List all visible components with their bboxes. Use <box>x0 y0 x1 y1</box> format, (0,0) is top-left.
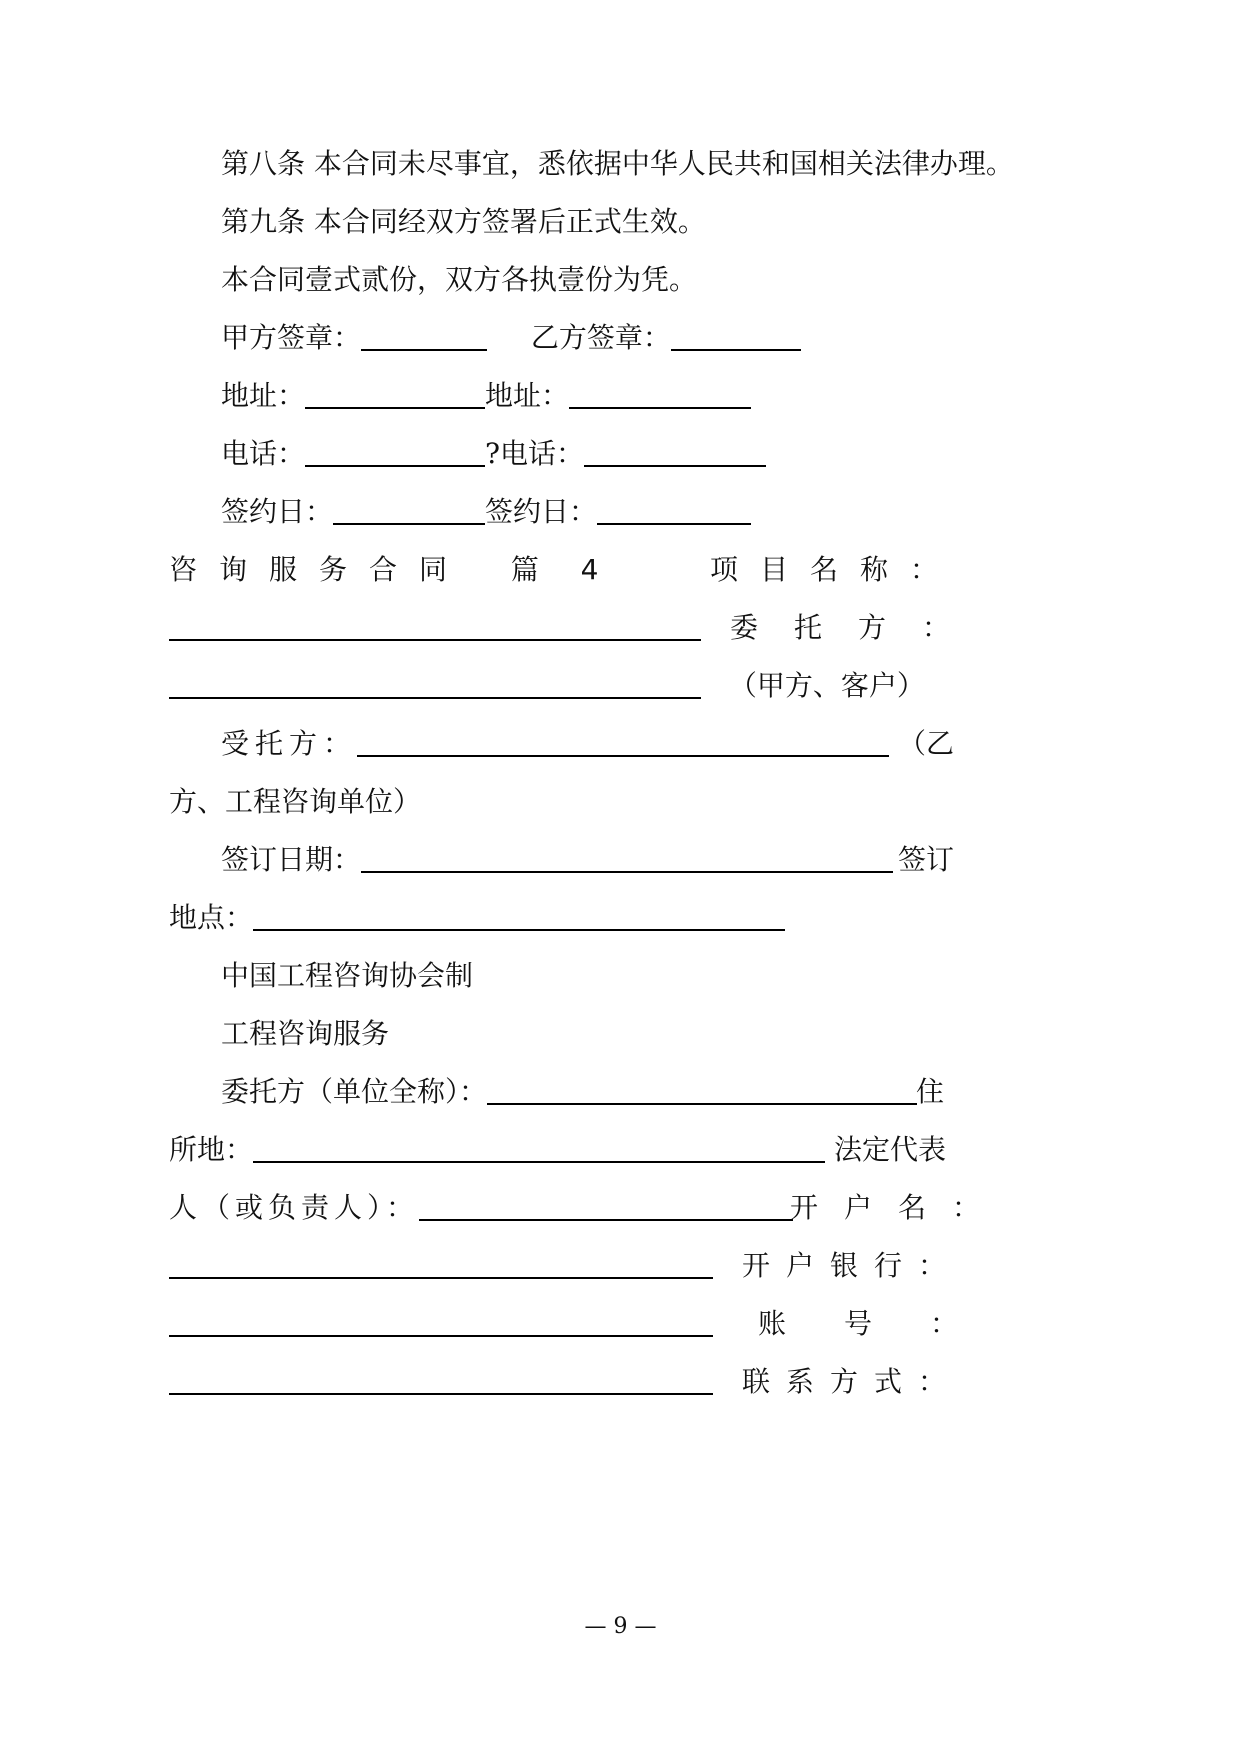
trustee-row <box>221 724 889 764</box>
bank-row <box>169 1304 713 1344</box>
association-line: 中国工程咨询协会制 <box>221 959 474 992</box>
trustee-blank[interactable] <box>357 727 889 757</box>
sign-place-label-start: 签订 <box>898 843 955 876</box>
party-a-signature-blank[interactable] <box>361 321 487 351</box>
party-b-phone-label: ?电话： <box>485 437 585 470</box>
legal-rep-blank[interactable] <box>419 1191 793 1221</box>
legal-rep-label-start: 法定代表 <box>834 1133 947 1166</box>
party-a-phone-blank[interactable] <box>305 437 485 467</box>
trustee-note-start: （乙 <box>898 727 955 760</box>
party-b-phone-blank[interactable] <box>584 437 766 467</box>
client-label: 委托方： <box>730 611 987 644</box>
sign-day-row <box>221 492 751 532</box>
bank-blank[interactable] <box>169 1307 713 1337</box>
chapter-number: 4 <box>580 553 599 586</box>
sign-place-label-end: 地点： <box>169 901 254 934</box>
party-b-sign-day-blank[interactable] <box>597 495 751 525</box>
trustee-label: 受托方： <box>221 727 358 760</box>
client-note: （甲方、客户） <box>728 669 925 702</box>
domicile-blank[interactable] <box>253 1133 825 1163</box>
sign-date-row <box>221 840 893 880</box>
legal-rep-label-end: 人（或负责人）： <box>169 1191 420 1224</box>
phone-row <box>221 434 766 474</box>
sign-place-row <box>169 898 785 938</box>
contract-heading <box>169 550 598 590</box>
signature-row <box>221 318 801 358</box>
copies-clause: 本合同壹式贰份，双方各执壹份为凭。 <box>221 263 698 296</box>
address-row <box>221 376 751 416</box>
party-b-sign-day-label: 签约日： <box>485 495 598 528</box>
page-number: — 9 — <box>584 1614 657 1639</box>
domicile-label-start: 住 <box>916 1075 945 1108</box>
account-number-row <box>169 1362 713 1402</box>
client-blank[interactable] <box>169 669 701 699</box>
project-name-label: 项目名称： <box>710 553 961 586</box>
domicile-label-end: 所地： <box>169 1133 254 1166</box>
article-9: 第九条 本合同经双方签署后正式生效。 <box>221 205 706 238</box>
account-number-label: 账号： <box>758 1307 1017 1340</box>
party-a-sign-day-blank[interactable] <box>333 495 485 525</box>
party-a-phone-label: 电话： <box>221 437 306 470</box>
trustee-note-end: 方、工程咨询单位） <box>169 785 422 818</box>
service-heading: 工程咨询服务 <box>221 1017 390 1050</box>
domicile-row <box>169 1130 825 1170</box>
account-name-row <box>169 1246 713 1286</box>
sign-date-label: 签订日期： <box>221 843 362 876</box>
account-name-label: 开户名： <box>790 1191 1007 1224</box>
account-number-blank[interactable] <box>169 1365 713 1395</box>
party-b-address-blank[interactable] <box>569 379 751 409</box>
sign-date-blank[interactable] <box>361 843 893 873</box>
legal-rep-row <box>169 1188 793 1228</box>
party-b-signature-label: 乙方签章： <box>530 321 671 354</box>
contract-title: 咨询服务合同 <box>169 553 470 586</box>
client-full-blank[interactable] <box>487 1075 917 1105</box>
party-a-sign-day-label: 签约日： <box>221 495 334 528</box>
client-full-row <box>221 1072 917 1112</box>
project-name-row <box>169 608 701 648</box>
account-name-blank[interactable] <box>169 1249 713 1279</box>
sign-place-blank[interactable] <box>253 901 785 931</box>
party-a-address-label: 地址： <box>221 379 306 412</box>
client-full-label: 委托方（单位全称）： <box>221 1075 488 1108</box>
article-8: 第八条 本合同未尽事宜，悉依据中华人民共和国相关法律办理。 <box>221 147 1014 180</box>
party-b-address-label: 地址： <box>485 379 570 412</box>
party-a-signature-label: 甲方签章： <box>221 321 362 354</box>
project-name-blank[interactable] <box>169 611 701 641</box>
contact-label: 联系方式： <box>742 1365 963 1398</box>
chapter-label: 篇 <box>510 553 539 586</box>
bank-label: 开户银行： <box>742 1249 963 1282</box>
client-row <box>169 666 925 706</box>
party-b-signature-blank[interactable] <box>671 321 801 351</box>
party-a-address-blank[interactable] <box>305 379 485 409</box>
